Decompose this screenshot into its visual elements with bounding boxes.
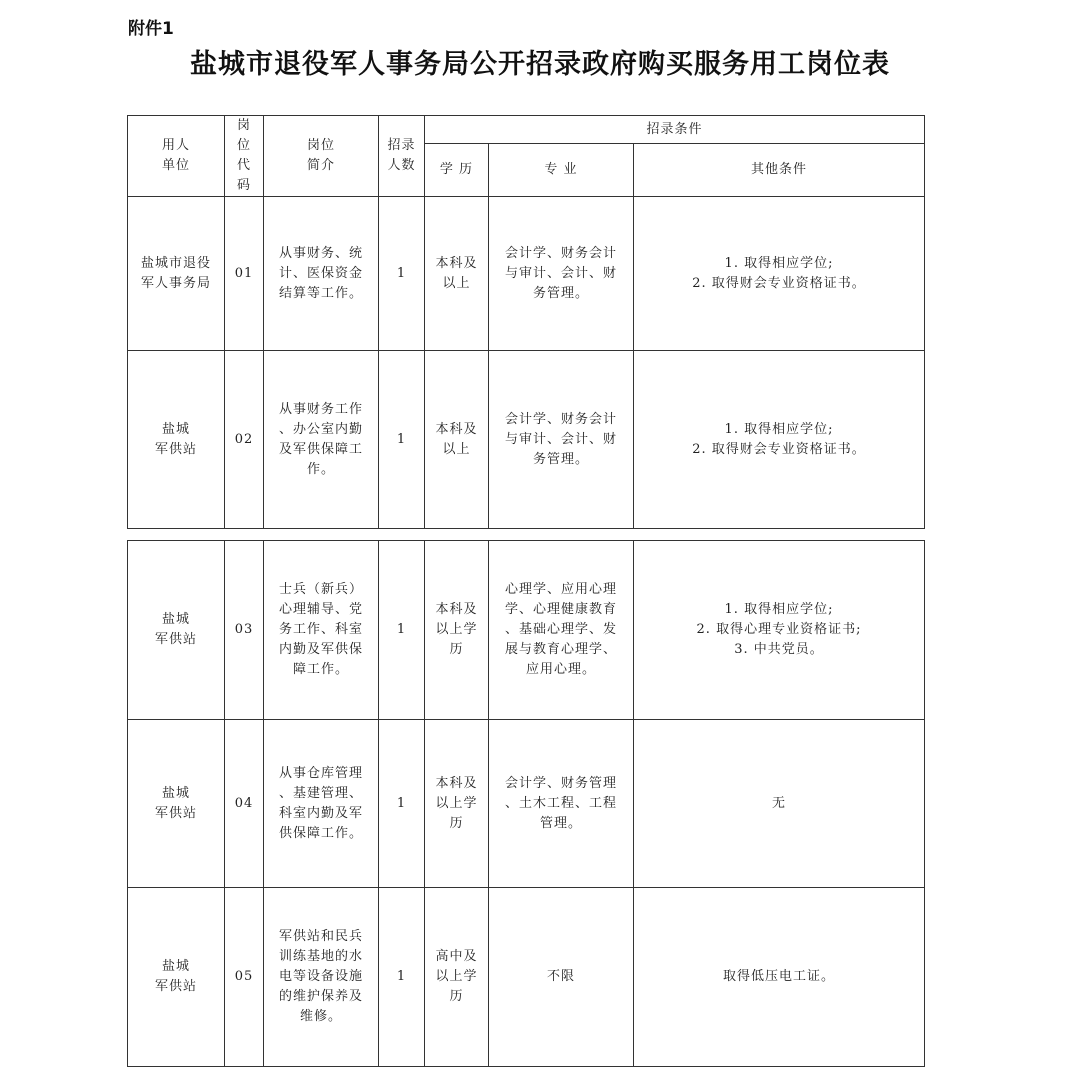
cell-other: 无 bbox=[634, 720, 925, 888]
document-title: 盐城市退役军人事务局公开招录政府购买服务用工岗位表 bbox=[190, 49, 890, 80]
cell-code: 05 bbox=[225, 888, 264, 1067]
header-other: 其他条件 bbox=[634, 144, 925, 197]
cell-unit: 盐城 军供站 bbox=[128, 720, 225, 888]
cell-education: 本科及 以上学 历 bbox=[425, 541, 489, 720]
header-conditions: 招录条件 bbox=[425, 116, 925, 144]
cell-intro: 士兵（新兵） 心理辅导、党 务工作、科室 内勤及军供保 障工作。 bbox=[264, 541, 379, 720]
header-intro: 岗位 简介 bbox=[264, 116, 379, 197]
table-row bbox=[128, 197, 925, 351]
recruitment-table-part-1 bbox=[127, 115, 925, 529]
cell-count: 1 bbox=[379, 351, 425, 529]
cell-unit: 盐城市退役 军人事务局 bbox=[128, 197, 225, 351]
table-row bbox=[128, 541, 925, 720]
cell-education: 高中及 以上学 历 bbox=[425, 888, 489, 1067]
cell-code: 01 bbox=[225, 197, 264, 351]
cell-intro: 从事财务工作 、办公室内勤 及军供保障工 作。 bbox=[264, 351, 379, 529]
header-count: 招录 人数 bbox=[379, 116, 425, 197]
table-row bbox=[128, 720, 925, 888]
cell-unit: 盐城 军供站 bbox=[128, 541, 225, 720]
cell-other: 1. 取得相应学位; 2. 取得财会专业资格证书。 bbox=[634, 197, 925, 351]
cell-count: 1 bbox=[379, 720, 425, 888]
cell-count: 1 bbox=[379, 541, 425, 720]
cell-count: 1 bbox=[379, 888, 425, 1067]
cell-other: 1. 取得相应学位; 2. 取得财会专业资格证书。 bbox=[634, 351, 925, 529]
header-unit: 用人 单位 bbox=[128, 116, 225, 197]
cell-unit: 盐城 军供站 bbox=[128, 888, 225, 1067]
cell-major: 会计学、财务会计 与审计、会计、财 务管理。 bbox=[489, 197, 634, 351]
cell-code: 02 bbox=[225, 351, 264, 529]
cell-other: 取得低压电工证。 bbox=[634, 888, 925, 1067]
cell-unit: 盐城 军供站 bbox=[128, 351, 225, 529]
attachment-label: 附件1 bbox=[128, 19, 174, 39]
cell-education: 本科及 以上 bbox=[425, 351, 489, 529]
cell-code: 04 bbox=[225, 720, 264, 888]
cell-major: 不限 bbox=[489, 888, 634, 1067]
cell-code: 03 bbox=[225, 541, 264, 720]
cell-education: 本科及 以上学 历 bbox=[425, 720, 489, 888]
header-code: 岗 位 代 码 bbox=[225, 116, 264, 197]
header-education: 学 历 bbox=[425, 144, 489, 197]
table-row bbox=[128, 351, 925, 529]
cell-count: 1 bbox=[379, 197, 425, 351]
cell-major: 心理学、应用心理 学、心理健康教育 、基础心理学、发 展与教育心理学、 应用心理。 bbox=[489, 541, 634, 720]
cell-intro: 军供站和民兵 训练基地的水 电等设备设施 的维护保养及 维修。 bbox=[264, 888, 379, 1067]
cell-intro: 从事仓库管理 、基建管理、 科室内勤及军 供保障工作。 bbox=[264, 720, 379, 888]
cell-major: 会计学、财务会计 与审计、会计、财 务管理。 bbox=[489, 351, 634, 529]
table-row bbox=[128, 888, 925, 1067]
cell-education: 本科及 以上 bbox=[425, 197, 489, 351]
cell-other: 1. 取得相应学位; 2. 取得心理专业资格证书; 3. 中共党员。 bbox=[634, 541, 925, 720]
cell-major: 会计学、财务管理 、土木工程、工程 管理。 bbox=[489, 720, 634, 888]
cell-intro: 从事财务、统 计、医保资金 结算等工作。 bbox=[264, 197, 379, 351]
recruitment-table-part-2 bbox=[127, 540, 925, 1067]
header-major: 专 业 bbox=[489, 144, 634, 197]
header-row-top bbox=[128, 116, 925, 144]
